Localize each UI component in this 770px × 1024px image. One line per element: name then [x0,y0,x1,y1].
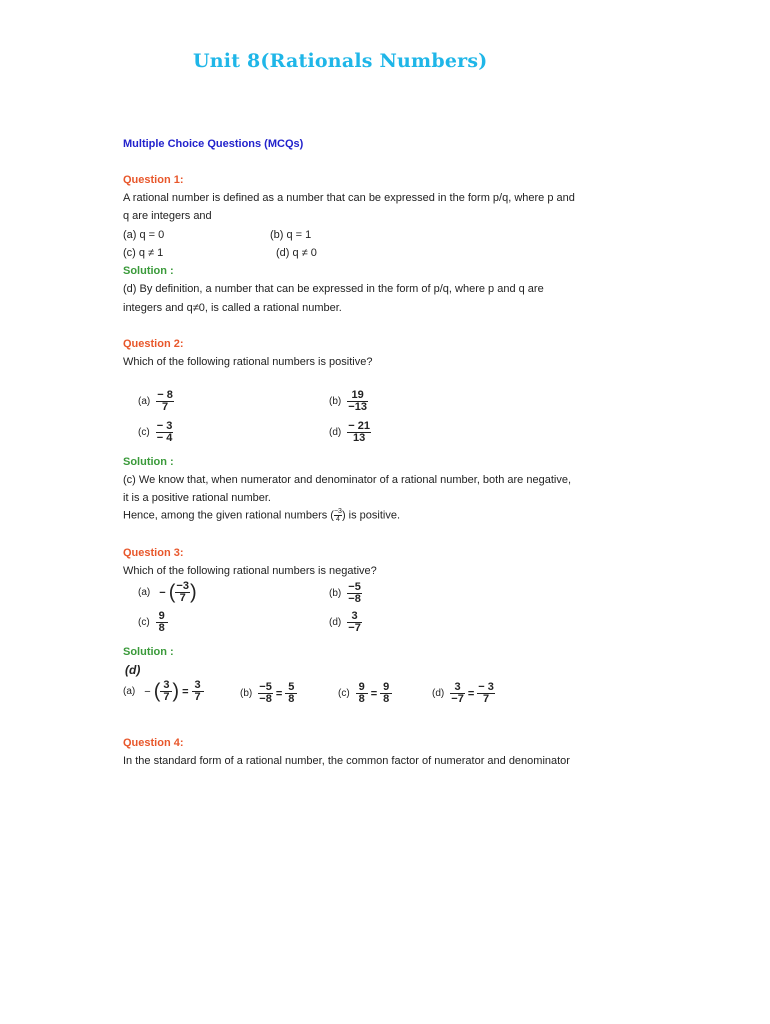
question-3-option-d [329,611,362,634]
numerator: − 3 [478,681,494,693]
fraction [160,680,172,703]
option-label: (b) [329,396,342,407]
denominator: −7 [451,693,464,705]
numerator: 3 [454,681,461,693]
numerator: 9 [358,681,365,693]
numerator: 3 [351,610,358,622]
equals-sign: = [467,687,475,700]
question-3-solution-b [240,682,297,705]
numerator: 5 [288,681,295,693]
question-1-option-a: (a) q = 0 [123,229,165,241]
numerator: −5 [259,681,272,693]
question-3-option-c [138,611,168,634]
question-2-option-d [329,421,371,444]
numerator: − 8 [157,389,173,401]
denominator: −8 [259,693,272,705]
numerator: − 21 [348,420,371,432]
numerator: 3 [194,679,201,691]
solution-text-post: ) is positive. [341,509,401,522]
denominator: 7 [162,401,169,413]
denominator: 7 [194,691,201,703]
numerator: − 3 [156,420,173,432]
numerator: 19 [351,389,364,401]
fraction [477,682,495,705]
question-3-option-b [329,582,362,605]
mcq-heading: Multiple Choice Questions (MCQs) [123,138,304,150]
denominator: 4 [335,516,340,523]
denominator: − 4 [156,432,173,444]
fraction [285,682,297,705]
denominator: 8 [158,622,165,634]
fraction [175,581,190,604]
left-paren-icon: ( [153,680,161,703]
question-1-option-c: (c) q ≠ 1 [123,247,164,259]
numerator: 9 [158,610,165,622]
question-1-solution-line1: (d) By definition, a number that can be expressed in the form of p/q, where p and q are [123,283,544,295]
numerator: 3 [163,679,170,691]
denominator: 7 [163,691,170,703]
question-3-solution-c [338,682,392,705]
right-paren-icon: ) [189,581,197,604]
denominator: −8 [348,593,361,605]
numerator: 9 [383,681,390,693]
minus-sign: − [159,586,166,599]
option-label: (b) [240,688,253,699]
minus-sign: − [144,685,151,698]
denominator: 7 [179,592,186,604]
fraction [450,682,465,705]
equals-sign: = [275,687,283,700]
denominator: −7 [348,622,361,634]
question-2-text: Which of the following rational numbers is positive? [123,356,373,368]
question-3-heading: Question 3: [123,547,184,559]
equals-sign: = [182,685,189,698]
numerator: −5 [348,581,361,593]
option-label: (d) [432,688,445,699]
option-label: (a) [138,396,151,407]
question-3-solution-a [123,680,204,703]
option-label: (c) [138,427,150,438]
denominator: 8 [358,693,365,705]
question-3-text: Which of the following rational numbers is negative? [123,565,377,577]
numerator: −3 [176,580,189,592]
fraction [156,390,174,413]
right-paren-icon: ) [172,680,180,703]
question-2-option-b [329,390,368,413]
fraction [258,682,273,705]
numerator: −3 [333,508,342,515]
denominator: 8 [288,693,295,705]
option-label: (a) [138,587,151,598]
question-3-option-a [138,581,197,604]
question-2-solution-line2: it is a positive rational number. [123,492,271,504]
question-3-solution-d [432,682,495,705]
question-2-option-c [138,421,173,444]
question-1-solution-heading: Solution : [123,265,174,277]
denominator: 13 [353,432,366,444]
question-1-text-line2: q are integers and [123,210,212,222]
question-2-option-a [138,390,174,413]
question-2-solution-heading: Solution : [123,456,174,468]
question-1-option-b: (b) q = 1 [270,229,312,241]
question-1-option-d: (d) q ≠ 0 [276,247,317,259]
question-4-heading: Question 4: [123,737,184,749]
fraction [192,680,204,703]
fraction [347,582,362,605]
denominator: −13 [348,401,367,413]
fraction [380,682,392,705]
question-3-solution-heading: Solution : [123,646,174,658]
option-label: (a) [123,686,136,697]
fraction [347,421,371,444]
fraction [347,611,362,634]
denominator: 7 [483,693,490,705]
question-1-heading: Question 1: [123,174,184,186]
option-label: (b) [329,588,342,599]
option-label: (d) [329,617,342,628]
question-1-text-line1: A rational number is defined as a number that can be expressed in the form p/q, where p and [123,192,575,204]
option-label: (c) [338,688,350,699]
question-2-heading: Question 2: [123,338,184,350]
fraction [156,611,168,634]
equals-sign: = [370,687,378,700]
inline-fraction [334,508,342,523]
left-paren-icon: ( [168,581,176,604]
fraction [356,682,368,705]
option-label: (d) [329,427,342,438]
question-4-text: In the standard form of a rational number, the common factor of numerator and denominator [123,755,570,767]
fraction [347,390,368,413]
option-label: (c) [138,617,150,628]
fraction [156,421,174,444]
question-3-solution-answer: (d) [125,663,141,677]
solution-text-pre: Hence, among the given rational numbers ( [123,509,334,522]
page-title: Unit 8(Rationals Numbers) [193,50,488,72]
question-1-solution-line2: integers and q≠0, is called a rational number. [123,302,342,314]
question-2-solution-line3 [123,508,400,523]
question-2-solution-line1: (c) We know that, when numerator and denominator of a rational number, both are negative, [123,474,571,486]
denominator: 8 [383,693,390,705]
